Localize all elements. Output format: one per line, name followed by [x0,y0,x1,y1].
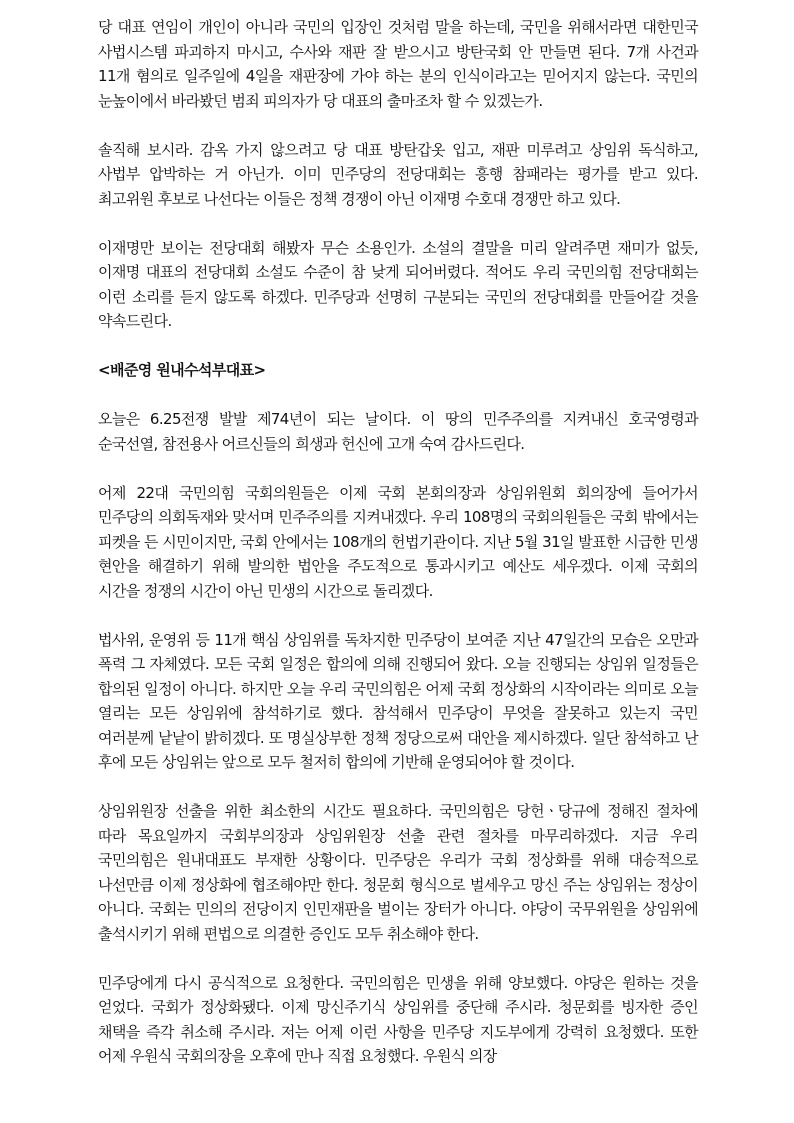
document-page [98,0,698,1093]
body-paragraph: 법사위, 운영위 등 11개 핵심 상임위를 독차지한 민주당이 보여준 지난 47일간의 모습은 오만과 폭력 그 자체였다. 모든 국회 일정은 합의에 의해 진행되어 왔다. 오늘 진행되는 상임위 일정들은 합의된 일정이 아니다. 하지만 오늘 우리 국민의힘은 어제 국회 정상화의 시작이라는 의미로 오늘 열리는 모든 상임위에 참석하기로 했다. 참석해서 민주당이 무엇을 잘못하고 있는지 국민 여러분께 낱낱이 밝히겠다. 또 명실상부한 정책 정당으로써 대안을 제시하겠다. 일단 참석하고 난 후에 모든 상임위는 앞으로 모두 철저히 합의에 기반해 운영되어야 할 것이다. [98,630,698,771]
body-paragraph: 상임위원장 선출을 위한 최소한의 시간도 필요하다. 국민의힘은 당헌ㆍ당규에 정해진 절차에 따라 목요일까지 국회부의장과 상임위원장 선출 관련 절차를 마무리하겠다. 지금 우리 국민의힘은 원내대표도 부재한 상황이다. 민주당은 우리가 국회 정상화를 위해 대승적으로 나선만큼 이제 정상화에 협조해야만 한다. 청문회 형식으로 벌세우고 망신 주는 상임위는 정상이 아니다. 국회는 민의의 전당이지 인민재판을 벌이는 장터가 아니다. 야당이 국무위원을 상임위에 출석시키기 위해 편법으로 의결한 증인도 모두 취소해야 한다. [98,802,698,943]
speaker-heading: <배준영 원내수석부대표> [98,361,266,379]
body-paragraph: 당 대표 연임이 개인이 아니라 국민의 입장인 것처럼 말을 하는데, 국민을 위해서라면 대한민국 사법시스템 파괴하지 마시고, 수사와 재판 잘 받으시고 방탄국회 안 만들면 된다. 7개 사건과 11개 혐의로 일주일에 4일을 재판장에 가야 하는 분의 인식이라고는 믿어지지 않는다. 국민의 눈높이에서 바라봤던 범죄 피의자가 당 대표의 출마조차 할 수 있겠는가. [98,18,698,110]
body-paragraph: 오늘은 6.25전쟁 발발 제74년이 되는 날이다. 이 땅의 민주주의를 지켜내신 호국영령과 순국선열, 참전용사 어르신들의 희생과 헌신에 고개 숙여 감사드린다. [98,410,698,453]
body-paragraph: 민주당에게 다시 공식적으로 요청한다. 국민의힘은 민생을 위해 양보했다. 야당은 원하는 것을 얻었다. 국회가 정상화됐다. 이제 망신주기식 상임위를 중단해 주시라. 청문회를 빙자한 증인 채택을 즉각 취소해 주시라. 저는 어제 이런 사항을 민주당 지도부에게 강력히 요청했다. 또한 어제 우원식 국회의장을 오후에 만나 직접 요청했다. 우원식 의장 [98,973,698,1065]
body-paragraph: 어제 22대 국민의힘 국회의원들은 이제 국회 본회의장과 상임위원회 회의장에 들어가서 민주당의 의회독재와 맞서며 민주주의를 지켜내겠다. 우리 108명의 국회의원들은 국회 밖에서는 피켓을 든 시민이지만, 국회 안에서는 108개의 헌법기관이다. 지난 5월 31일 발표한 시급한 민생 현안을 해결하기 위해 발의한 법안을 주도적으로 통과시키고 예산도 세우겠다. 이제 국회의 시간을 정쟁의 시간이 아닌 민생의 시간으로 돌리겠다. [98,483,698,600]
body-paragraph: 이재명만 보이는 전당대회 해봤자 무슨 소용인가. 소설의 결말을 미리 알려주면 재미가 없듯, 이재명 대표의 전당대회 소설도 수준이 참 낮게 되어버렸다. 적어도 우리 국민의힘 전당대회는 이런 소리를 듣지 않도록 하겠다. 민주당과 선명히 구분되는 국민의 전당대회를 만들어갈 것을 약속드린다. [98,238,698,330]
body-paragraph: 솔직해 보시라. 감옥 가지 않으려고 당 대표 방탄갑옷 입고, 재판 미루려고 상임위 독식하고, 사법부 압박하는 거 아닌가. 이미 민주당의 전당대회는 흥행 참패라는 평가를 받고 있다. 최고위원 후보로 나선다는 이들은 정책 경쟁이 아닌 이재명 수호대 경쟁만 하고 있다. [98,140,698,208]
